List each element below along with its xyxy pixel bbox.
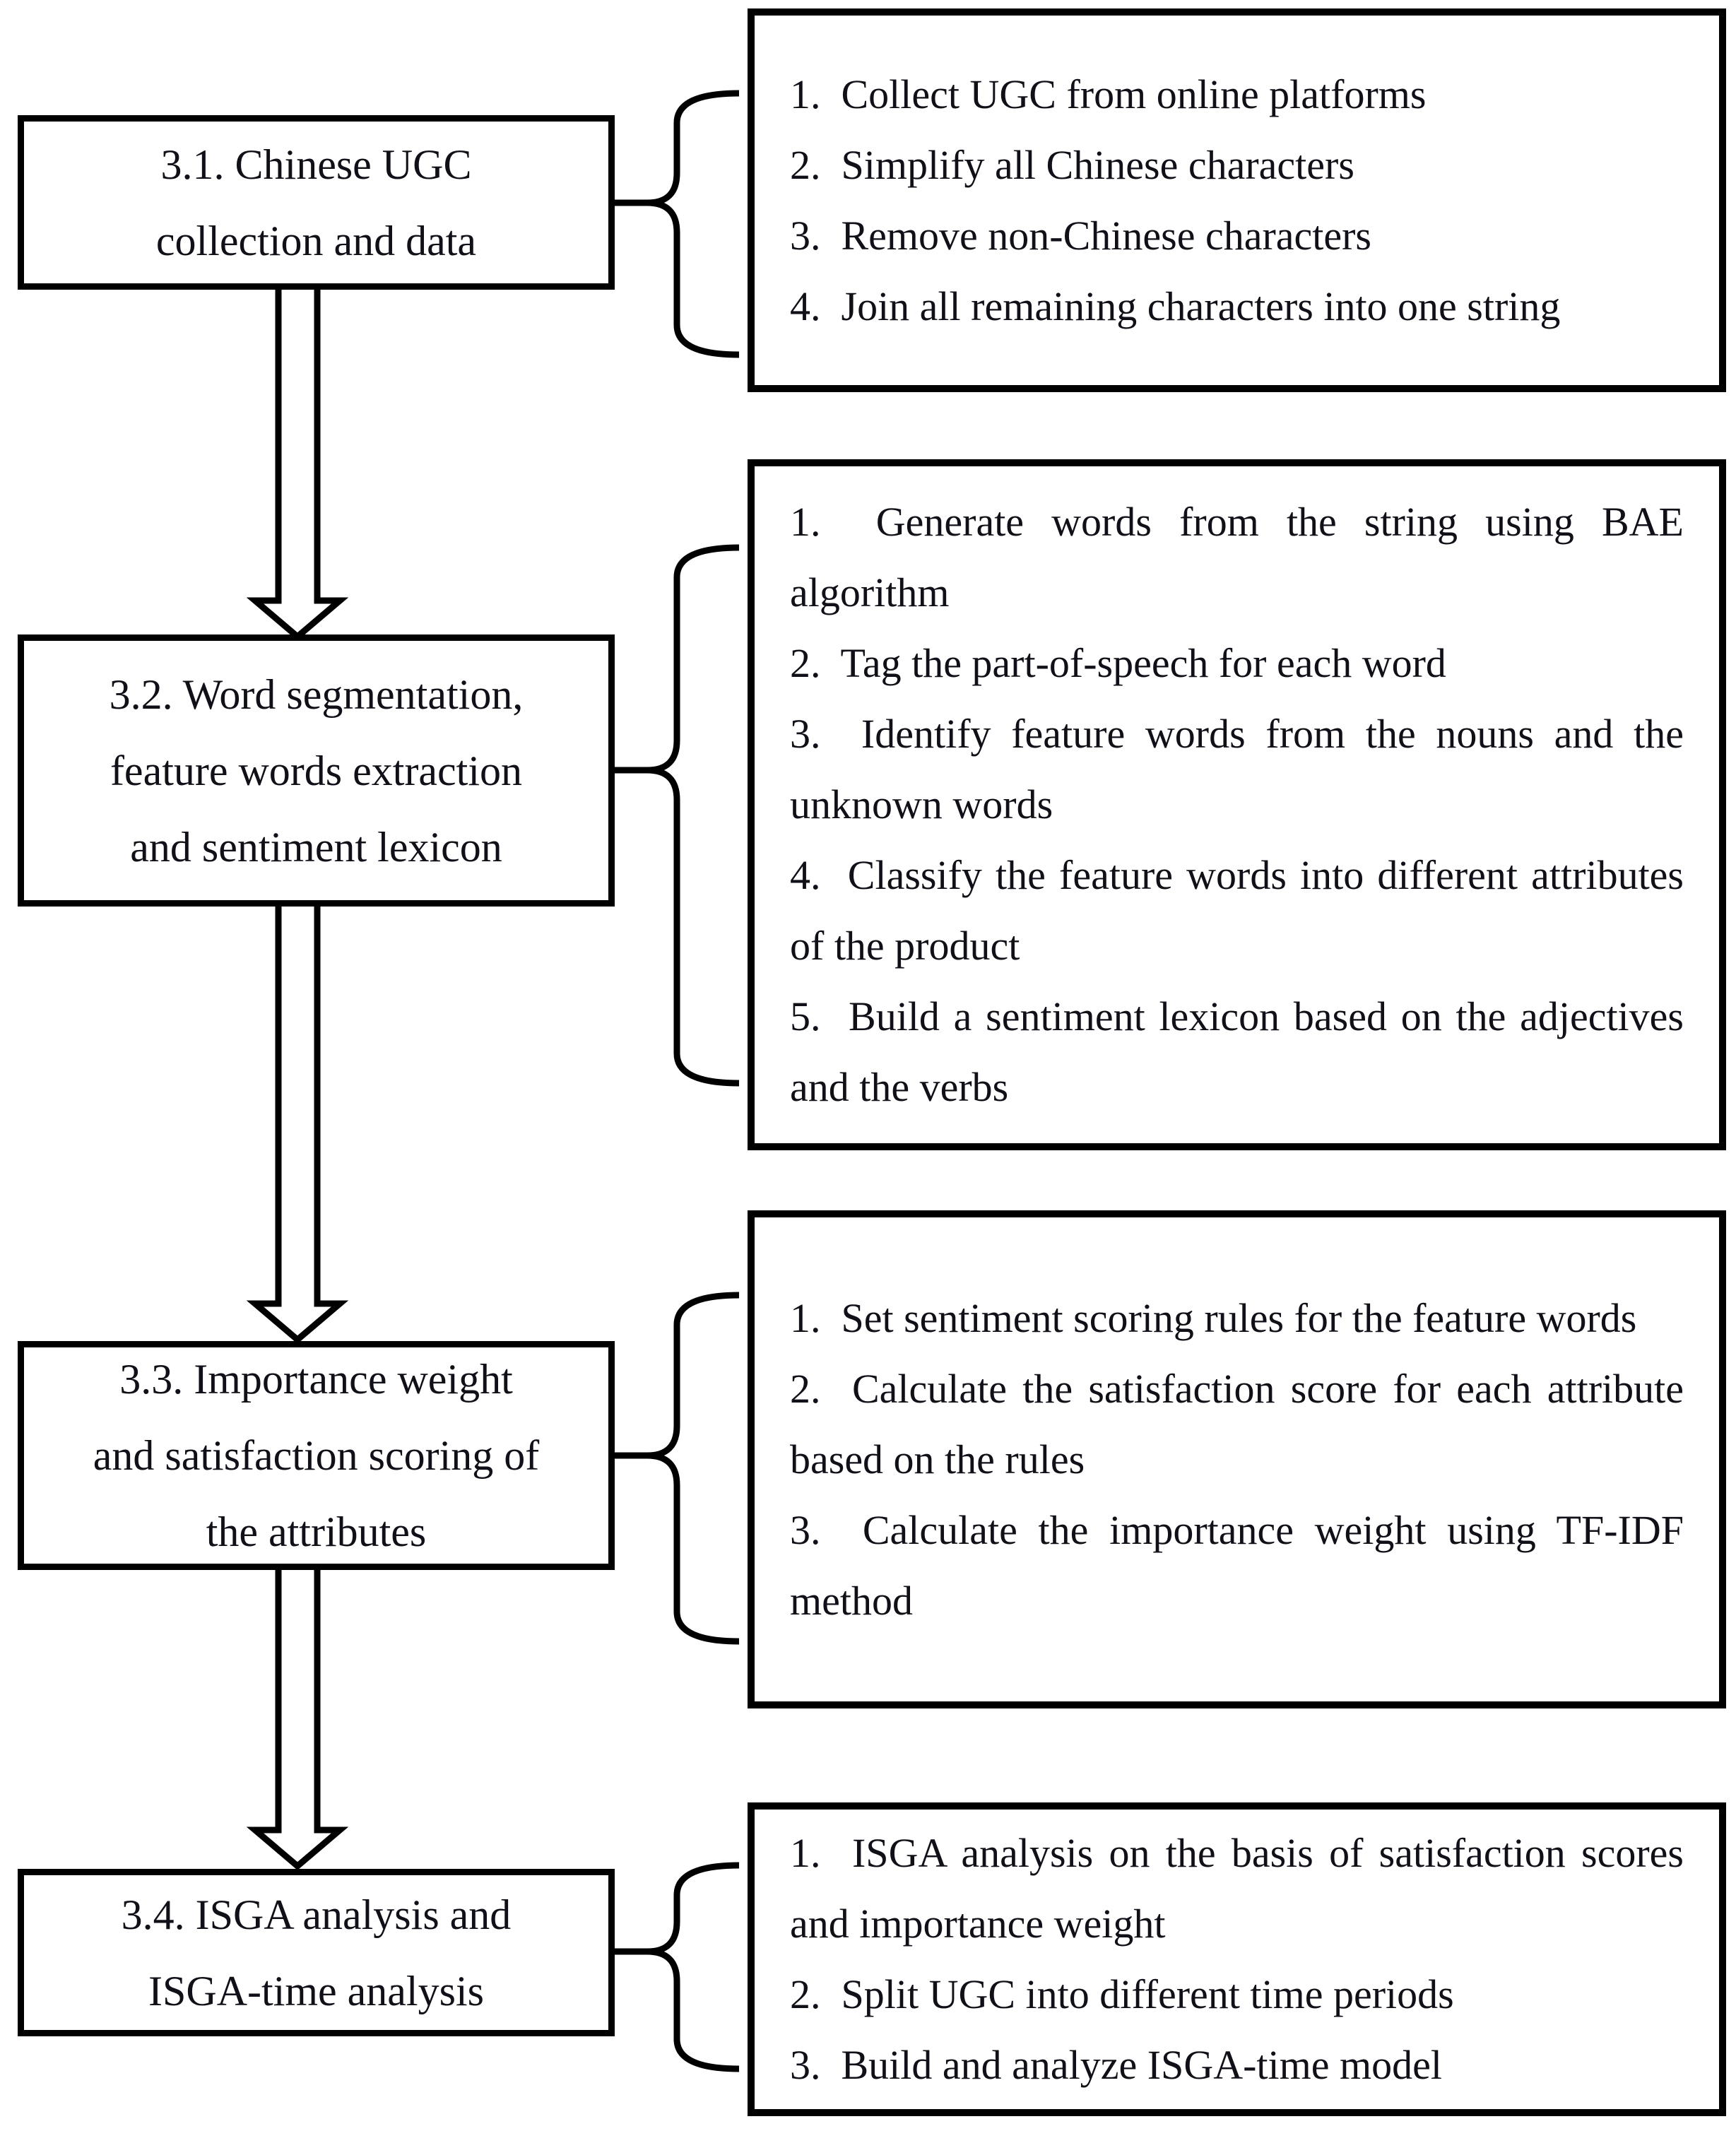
stage-box-3-3 xyxy=(18,1341,615,1570)
stage-title-line: 3.3. Importance weight xyxy=(119,1356,513,1403)
brace-connector-3 xyxy=(647,1295,739,1641)
steps-box-3-1 xyxy=(748,8,1726,392)
steps-box-3-4 xyxy=(748,1802,1726,2116)
stage-box-3-1 xyxy=(18,115,615,290)
step-item: 5. Build a sentiment lexicon based on the adjectives and the verbs xyxy=(790,993,1684,1110)
step-item: 2. Calculate the satisfaction score for each attribute based on the rules xyxy=(790,1365,1684,1482)
step-item: 2. Simplify all Chinese characters xyxy=(790,141,1354,188)
stage-title-line: ISGA-time analysis xyxy=(148,1967,484,2014)
stage-title-line: 3.1. Chinese UGC xyxy=(160,141,472,188)
stage-box-3-2 xyxy=(18,634,615,907)
step-item: 2. Split UGC into different time periods xyxy=(790,1971,1454,2017)
step-item: 3. Identify feature words from the nouns and the unknown words xyxy=(790,711,1684,827)
stage-title-line: collection and data xyxy=(155,217,477,264)
stage-title-line: and sentiment lexicon xyxy=(130,823,502,870)
brace-connector-1 xyxy=(647,93,739,355)
step-item: 1. Collect UGC from online platforms xyxy=(790,71,1427,117)
stage-title-line: feature words extraction xyxy=(110,747,523,794)
stage-box-3-4 xyxy=(18,1869,615,2036)
down-arrow-icon-3 xyxy=(255,1568,340,1866)
stage-title-line: the attributes xyxy=(206,1509,427,1555)
step-item: 1. Generate words from the string using BAE algorithm xyxy=(790,499,1684,615)
step-item: 1. Set sentiment scoring rules for the feature words xyxy=(790,1294,1637,1341)
step-item: 3. Build and analyze ISGA-time model xyxy=(790,2042,1442,2088)
down-arrow-icon-2 xyxy=(255,904,340,1340)
stage-title-line: 3.4. ISGA analysis and xyxy=(121,1891,512,1938)
stage-title-line: and satisfaction scoring of xyxy=(93,1432,540,1479)
step-item: 3. Calculate the importance weight using TF-IDF method xyxy=(790,1506,1684,1624)
brace-connector-2 xyxy=(647,548,739,1083)
step-item: 2. Tag the part-of-speech for each word xyxy=(790,640,1446,686)
down-arrow-icon-1 xyxy=(255,288,340,637)
step-item: 4. Classify the feature words into different attributes of the product xyxy=(790,852,1684,969)
step-item: 1. ISGA analysis on the basis of satisfaction scores and importance weight xyxy=(790,1830,1684,1947)
step-item: 3. Remove non-Chinese characters xyxy=(790,212,1371,259)
stage-title-line: 3.2. Word segmentation, xyxy=(109,671,524,718)
steps-box-3-2 xyxy=(748,459,1726,1150)
brace-connector-4 xyxy=(647,1865,739,2069)
steps-box-3-3 xyxy=(748,1210,1726,1708)
step-item: 4. Join all remaining characters into one string xyxy=(790,283,1561,329)
